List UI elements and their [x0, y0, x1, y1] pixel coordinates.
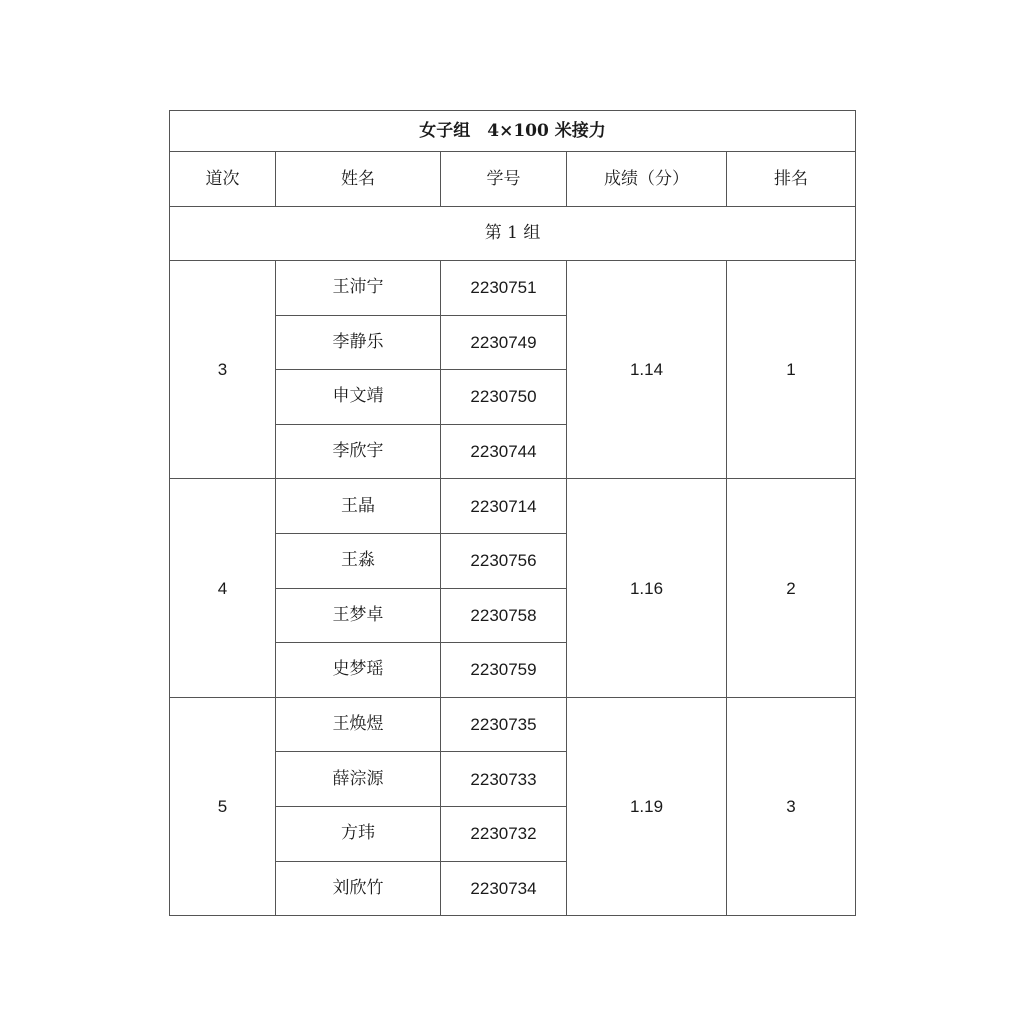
member-name-cell: 李欣宇: [276, 424, 441, 479]
table-row: [170, 479, 856, 534]
member-name-cell: 方玮: [276, 806, 441, 861]
table-title: 女子组 4×100 米接力: [170, 111, 856, 152]
header-rank: 排名: [727, 152, 856, 207]
member-name-cell: 王焕煜: [276, 697, 441, 752]
header-result: 成绩（分）: [567, 152, 727, 207]
member-name-cell: 王沛宁: [276, 261, 441, 316]
student-id-cell: 2230756: [441, 533, 567, 588]
student-id-cell: 2230714: [441, 479, 567, 534]
member-name-cell: 王淼: [276, 533, 441, 588]
student-id-cell: 2230758: [441, 588, 567, 643]
group-row: [170, 207, 856, 261]
rank-cell: 1: [727, 261, 856, 479]
member-name-cell: 申文靖: [276, 370, 441, 425]
student-id-cell: 2230735: [441, 697, 567, 752]
group-label: 第 1 组: [170, 207, 856, 261]
member-name-cell: 王晶: [276, 479, 441, 534]
student-id-cell: 2230751: [441, 261, 567, 316]
result-cell: 1.19: [567, 697, 727, 915]
header-lane: 道次: [170, 152, 276, 207]
member-name-cell: 史梦瑶: [276, 643, 441, 698]
relay-results-table: [169, 110, 856, 916]
result-cell: 1.16: [567, 479, 727, 697]
student-id-cell: 2230733: [441, 752, 567, 807]
results-sheet: [169, 110, 855, 916]
member-name-cell: 李静乐: [276, 315, 441, 370]
rank-cell: 2: [727, 479, 856, 697]
member-name-cell: 刘欣竹: [276, 861, 441, 916]
member-name-cell: 王梦卓: [276, 588, 441, 643]
student-id-cell: 2230734: [441, 861, 567, 916]
student-id-cell: 2230744: [441, 424, 567, 479]
header-student-id: 学号: [441, 152, 567, 207]
table-row: [170, 261, 856, 316]
lane-cell: 4: [170, 479, 276, 697]
member-name-cell: 薛淙源: [276, 752, 441, 807]
rank-cell: 3: [727, 697, 856, 915]
result-cell: 1.14: [567, 261, 727, 479]
table-row: [170, 697, 856, 752]
student-id-cell: 2230750: [441, 370, 567, 425]
student-id-cell: 2230759: [441, 643, 567, 698]
lane-cell: 3: [170, 261, 276, 479]
header-name: 姓名: [276, 152, 441, 207]
header-row: [170, 152, 856, 207]
lane-cell: 5: [170, 697, 276, 915]
student-id-cell: 2230749: [441, 315, 567, 370]
student-id-cell: 2230732: [441, 806, 567, 861]
